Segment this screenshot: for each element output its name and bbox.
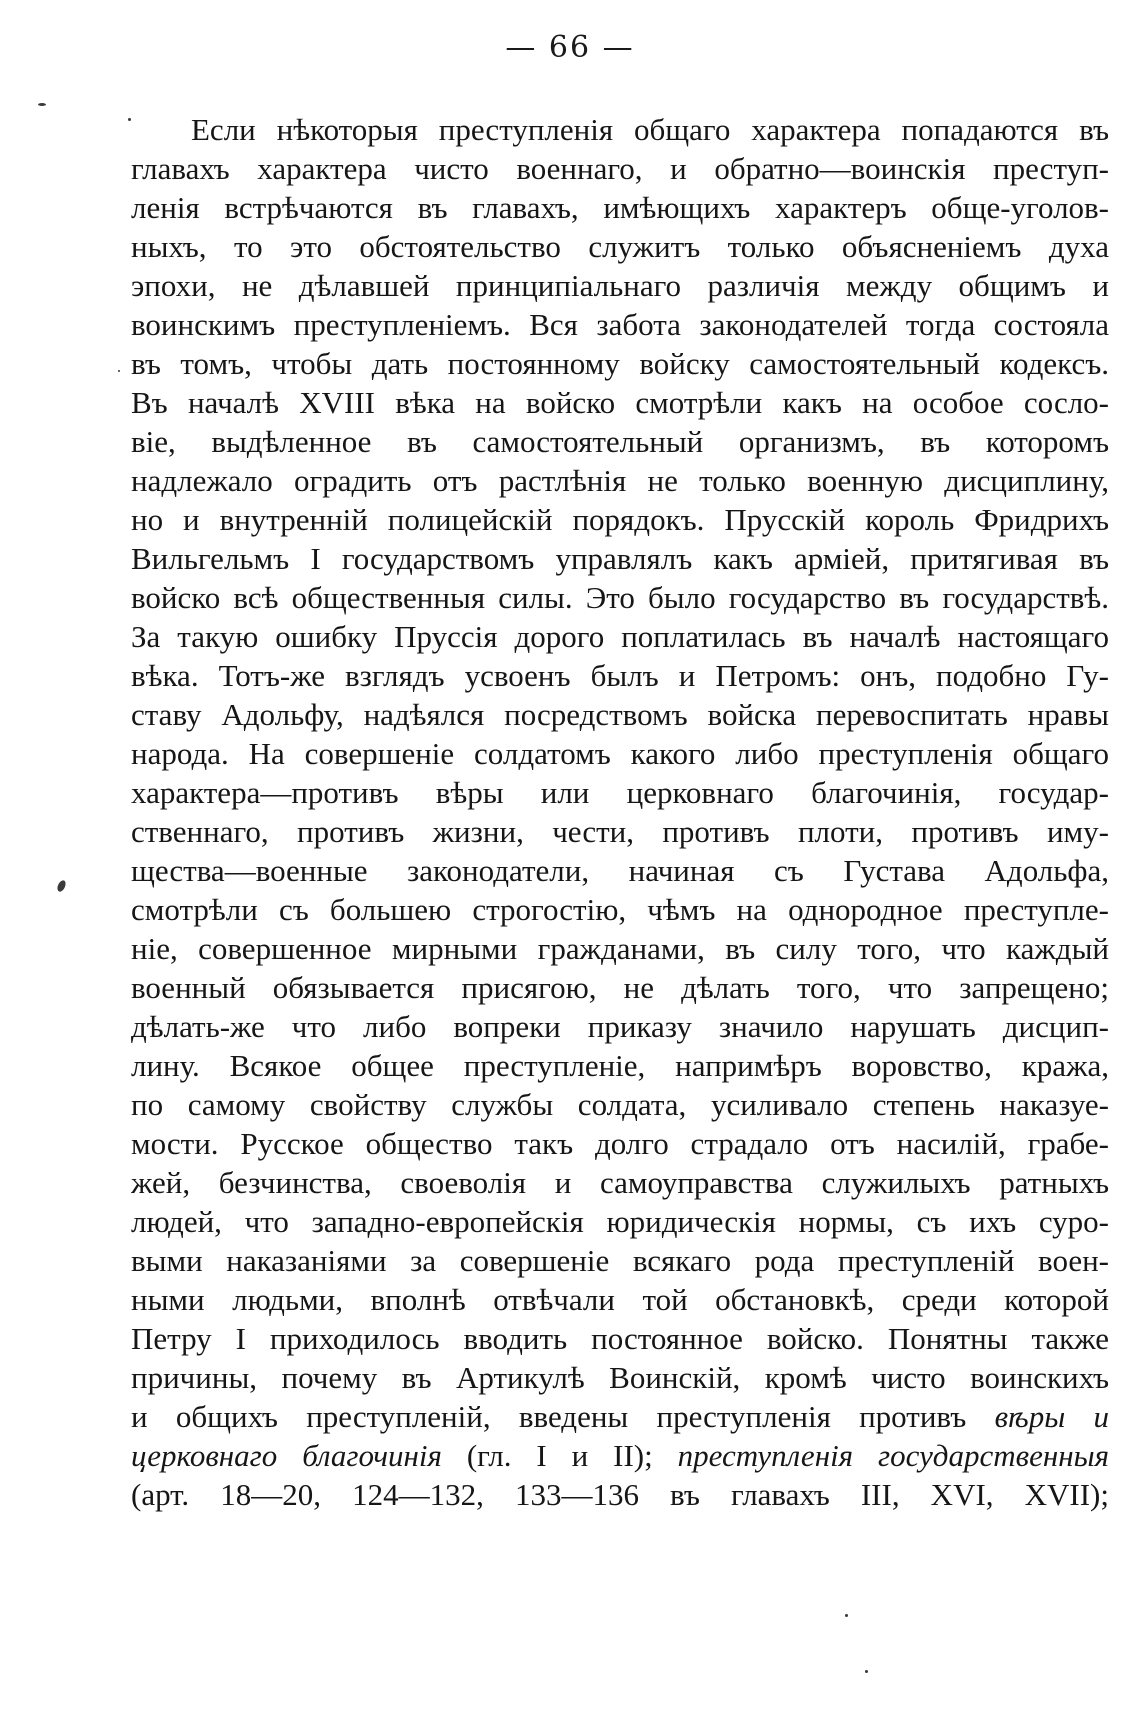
text-line: жей, безчинства, своеволія и самоуправства служилыхъ ратныхъ: [131, 1165, 1109, 1200]
page-number: — 66 —: [505, 30, 635, 65]
scan-speck: [128, 118, 131, 121]
text-line: людей, что западно-европейскія юридическія нормы, съ ихъ суро-: [131, 1204, 1109, 1239]
text-line: щества—военные законодатели, начиная съ Густава Адольфа,: [131, 853, 1109, 888]
text-line: военный обязывается присягою, не дѣлать того, что запрещено;: [131, 970, 1109, 1005]
scan-speck: [865, 1670, 868, 1673]
text-line: Въ началѣ XVIII вѣка на войско смотрѣли какъ на особое сосло-: [131, 385, 1109, 420]
italic-phrase: церковнаго благочинія: [131, 1438, 442, 1473]
text-line: ными людьми, вполнѣ отвѣчали той обстановкѣ, среди которой: [131, 1282, 1109, 1317]
scan-speck: [56, 879, 67, 893]
text-line: ставу Адольфу, надѣялся посредствомъ войска перевоспитать нравы: [131, 697, 1109, 732]
scan-speck: [845, 1614, 848, 1617]
italic-phrase: преступленія государственныя: [677, 1438, 1109, 1473]
text-line-part: и общихъ преступленій, введены преступленія противъ: [131, 1399, 967, 1434]
text-line: мости. Русское общество такъ долго страдало отъ насилій, грабе-: [131, 1126, 1109, 1161]
text-line: Если нѣкоторыя преступленія общаго характера попадаются въ: [191, 112, 1109, 147]
text-line: віе, выдѣленное въ самостоятельный организмъ, въ которомъ: [131, 424, 1109, 459]
scan-speck: [118, 370, 120, 372]
scan-speck: [38, 103, 46, 106]
text-line: ніе, совершенное мирными гражданами, въ силу того, что каждый: [131, 931, 1109, 966]
text-line: Петру I приходилось вводить постоянное войско. Понятны также: [131, 1321, 1109, 1356]
italic-phrase: вѣры и: [994, 1399, 1109, 1434]
text-line: главахъ характера чисто военнаго, и обратно—воинскія преступ-: [131, 151, 1109, 186]
text-line-part: (гл. I и II);: [466, 1438, 653, 1473]
text-line: воинскимъ преступленіемъ. Вся забота законодателей тогда состояла: [131, 307, 1109, 342]
text-line: Вильгельмъ I государствомъ управлялъ какъ арміей, притягивая въ: [131, 541, 1109, 576]
text-line: (арт. 18—20, 124—132, 133—136 въ главахъ III, XVI, XVII);: [131, 1477, 1109, 1512]
text-line: по самому свойству службы солдата, усиливало степень наказуе-: [131, 1087, 1109, 1122]
body-text: [131, 110, 1109, 1514]
text-line: характера—противъ вѣры или церковнаго благочинія, государ-: [131, 775, 1109, 810]
text-line: причины, почему въ Артикулѣ Воинскій, кромѣ чисто воинскихъ: [131, 1360, 1109, 1395]
text-line: ственнаго, противъ жизни, чести, противъ плоти, противъ иму-: [131, 814, 1109, 849]
text-line: ныхъ, то это обстоятельство служитъ только объясненіемъ духа: [131, 229, 1109, 264]
text-line: [131, 1397, 1109, 1436]
text-line: надлежало оградить отъ растлѣнія не только военную дисциплину,: [131, 463, 1109, 498]
text-line: эпохи, не дѣлавшей принципіальнаго различія между общимъ и: [131, 268, 1109, 303]
text-line: ленія встрѣчаются въ главахъ, имѣющихъ характеръ обще-уголов-: [131, 190, 1109, 225]
text-line: народа. На совершеніе солдатомъ какого либо преступленія общаго: [131, 736, 1109, 771]
text-line: [131, 1436, 1109, 1475]
text-line: За такую ошибку Пруссія дорого поплатилась въ началѣ настоящаго: [131, 619, 1109, 654]
text-line: вѣка. Тотъ-же взглядъ усвоенъ былъ и Петромъ: онъ, подобно Гу-: [131, 658, 1109, 693]
text-line: войско всѣ общественныя силы. Это было государство въ государствѣ.: [131, 580, 1109, 615]
text-line: лину. Всякое общее преступленіе, напримѣръ воровство, кража,: [131, 1048, 1109, 1083]
text-line: смотрѣли съ большею строгостію, чѣмъ на однородное преступле-: [131, 892, 1109, 927]
text-line: дѣлать-же что либо вопреки приказу значило нарушать дисцип-: [131, 1009, 1109, 1044]
text-line: выми наказаніями за совершеніе всякаго рода преступленій воен-: [131, 1243, 1109, 1278]
text-line: но и внутренній полицейскій порядокъ. Прусскій король Фридрихъ: [131, 502, 1109, 537]
text-line: въ томъ, чтобы дать постоянному войску самостоятельный кодексъ.: [131, 346, 1109, 381]
